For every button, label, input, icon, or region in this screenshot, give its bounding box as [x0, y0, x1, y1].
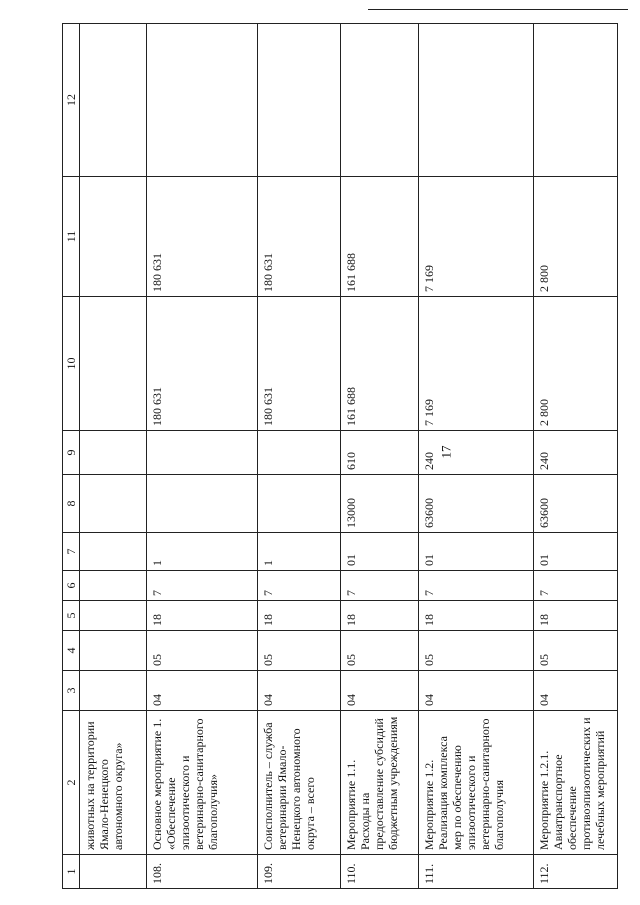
col-header: 2	[63, 711, 80, 855]
col-header: 6	[63, 571, 80, 601]
cell	[80, 631, 147, 671]
header-row	[63, 24, 80, 889]
cell: 112.	[534, 855, 618, 889]
cell: 05	[419, 631, 534, 671]
cell	[80, 571, 147, 601]
col-header: 5	[63, 601, 80, 631]
cell: 7 169	[419, 177, 534, 297]
cell: 04	[147, 671, 258, 711]
cell: 161 688	[340, 297, 418, 431]
cell	[258, 24, 341, 177]
cell: 05	[147, 631, 258, 671]
cell: 7	[419, 571, 534, 601]
page-number: 17	[438, 445, 454, 459]
table-row	[534, 24, 618, 889]
cell	[80, 431, 147, 475]
table-row	[340, 24, 418, 889]
cell	[419, 24, 534, 177]
cell: 180 631	[147, 177, 258, 297]
cell: 05	[258, 631, 341, 671]
cell: 610	[340, 431, 418, 475]
cell: 110.	[340, 855, 418, 889]
cell: Основное мероприятие 1. «Обеспечение эпизоотического и ветеринарно-санитарного благополучия»	[147, 711, 258, 855]
cell: 2 800	[534, 177, 618, 297]
cell: 04	[419, 671, 534, 711]
cell	[80, 177, 147, 297]
cell: 01	[340, 533, 418, 571]
cell	[534, 24, 618, 177]
cell: 240	[419, 431, 534, 475]
cell: 180 631	[258, 297, 341, 431]
cell: 05	[340, 631, 418, 671]
col-header: 8	[63, 475, 80, 533]
cell: животных на территории Ямало-Ненецкого автономного округа»	[80, 711, 147, 855]
cell: 7	[340, 571, 418, 601]
col-header: 7	[63, 533, 80, 571]
table-row	[258, 24, 341, 889]
col-header: 1	[63, 855, 80, 889]
cell: 180 631	[258, 177, 341, 297]
budget-table	[62, 23, 618, 889]
cell: 18	[147, 601, 258, 631]
cell: 63600	[419, 475, 534, 533]
cell: 01	[419, 533, 534, 571]
col-header: 9	[63, 431, 80, 475]
cell: 7	[147, 571, 258, 601]
cell: 18	[258, 601, 341, 631]
cell	[80, 601, 147, 631]
cell	[80, 671, 147, 711]
cell: 240	[534, 431, 618, 475]
cell	[147, 475, 258, 533]
cell: 13000	[340, 475, 418, 533]
cell: Мероприятие 1.2. Реализация комплекса мер по обеспечению эпизоотического и ветеринарно-санитарного благополучия	[419, 711, 534, 855]
cell	[258, 475, 341, 533]
cell: 180 631	[147, 297, 258, 431]
cell: 2 800	[534, 297, 618, 431]
table-row	[147, 24, 258, 889]
cell: 1	[258, 533, 341, 571]
cell	[80, 533, 147, 571]
cell: 63600	[534, 475, 618, 533]
cell: 18	[534, 601, 618, 631]
cell: 18	[419, 601, 534, 631]
cell	[258, 431, 341, 475]
cell: 04	[534, 671, 618, 711]
top-rule	[368, 9, 628, 10]
cell	[80, 475, 147, 533]
budget-table-rotated	[62, 24, 618, 889]
cell: 1	[147, 533, 258, 571]
cell: 04	[258, 671, 341, 711]
cell: Мероприятие 1.1. Расходы на предоставление субсидий бюджетным учреждениям	[340, 711, 418, 855]
cell: Соисполнитель – служба ветеринарии Ямало-Ненецкого автономного округа – всего	[258, 711, 341, 855]
col-header: 11	[63, 177, 80, 297]
col-header: 12	[63, 24, 80, 177]
cell: 7	[258, 571, 341, 601]
cell: 109.	[258, 855, 341, 889]
cell: 7 169	[419, 297, 534, 431]
table-row	[80, 24, 147, 889]
cell: 161 688	[340, 177, 418, 297]
cell	[147, 24, 258, 177]
cell: 04	[340, 671, 418, 711]
col-header: 3	[63, 671, 80, 711]
cell	[340, 24, 418, 177]
cell: 7	[534, 571, 618, 601]
col-header: 10	[63, 297, 80, 431]
cell: 108.	[147, 855, 258, 889]
cell: 111.	[419, 855, 534, 889]
cell: 18	[340, 601, 418, 631]
table-row	[419, 24, 534, 889]
cell	[80, 855, 147, 889]
cell	[80, 297, 147, 431]
cell	[147, 431, 258, 475]
cell: Мероприятие 1.2.1. Авиатранспортное обеспечение противоэпизоотических и лечебных мероприятий	[534, 711, 618, 855]
cell: 05	[534, 631, 618, 671]
col-header: 4	[63, 631, 80, 671]
cell	[80, 24, 147, 177]
cell: 01	[534, 533, 618, 571]
